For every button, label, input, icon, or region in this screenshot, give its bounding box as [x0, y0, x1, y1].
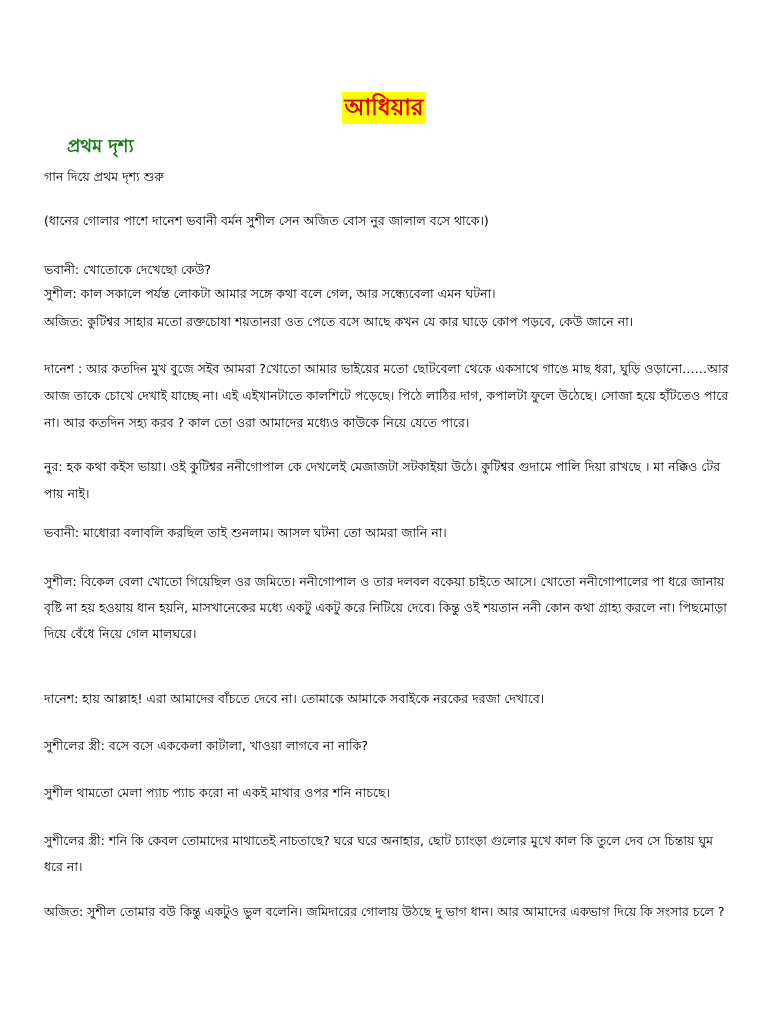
dialogue-line: সুশীল: কাল সকালে পর্যন্ত লোকটা আমার সঙ্গে কথা বলে গেল, আর সন্ধ্যেবেলা এমন ঘটনা। — [44, 286, 496, 301]
dialogue-line: সুশীল: বিকেল বেলা খোতো গিয়েছিল ওর জমিতে। ননীগোপাল ও তার দলবল বকেয়া চাইতে আসে। খোতো ননীগোপালের পা ধরে জানায় বৃষ্টি না হয় হওয়ায় ধান হয়নি, মাসখানেকের মধ্যে একটু একটু করে নিটিয়ে দেবে। কিন্তু ওই শয়তান ননী কোন কথা গ্রাহ্য করলে না। পিছমোড়া দিয়ে বেঁধে নিয়ে গেল মালঘরে। — [44, 574, 727, 641]
dialogue-line: অজিত: সুশীল তোমার বউ কিন্তু একটুও ভুল বলেনি। জমিদারের গোলায় উঠছে দু ভাগ ধান। আর আমাদের একভাগ দিয়ে কি সংসার চলে ? — [44, 904, 725, 919]
dialogue-line: নুর: হক কথা কইস ভায়া। ওই কুটিশ্বর ননীগোপাল কে দেখলেই মেজাজটা সটকাইয়া উঠে। কুটিশ্বর গুদামে পালি দিয়া রাখছে । মা নক্কিও টের পায় নাই। — [44, 459, 721, 501]
paragraph-stage-direction: (ধানের গোলার পাশে দানেশ ভবানী বর্মন সুশীল সেন অজিত বোস নুর জালাল বসে থাকে।) — [44, 213, 489, 228]
dialogue-line: সুশীলের স্ত্রী: বসে বসে এককেলা কাটালা, খাওয়া লাগবে না নাকি? — [44, 738, 369, 753]
scene-heading: প্রথম দৃশ্য — [67, 136, 134, 157]
dialogue-line: সুশীল থামতো মেলা প্যাচ প্যাচ করো না একই মাথার ওপর শনি নাচছে। — [44, 785, 391, 800]
play-title: আধিয়ার — [342, 92, 425, 124]
dialogue-line: ভবানী: মাধোরা বলাবলি করছিল তাই শুনলাম। আসল ঘটনা তো আমরা জানি না। — [44, 525, 447, 540]
title-container — [0, 92, 768, 124]
dialogue-line: ভবানী: খোতোকে দেখেছো কেউ? — [44, 262, 212, 277]
dialogue-line: দানেশ : আর কতদিন মুখ বুজে সইব আমরা ?খোতো আমার ভাইয়ের মতো ছোটবেলা থেকে একসাথে গাঙে মাছ ধরা, ঘুড়ি ওড়ানো……আর আজ তাকে চোখে দেখাই যাচ্ছে না। এই এইখানটাতে কালশিটে পড়েছে। পিঠে লাঠির দাগ, কপালটা ফুলে উঠেছে। সোজা হয়ে হাঁটতেও পারে না। আর কতদিন সহ্য করব ? কাল তো ওরা আমাদের মধ্যেও কাউকে নিয়ে যেতে পারে। — [44, 361, 729, 430]
dialogue-line: অজিত: কুটিশ্বর সাহার মতো রক্তচোষা শয়তানরা ওত পেতে বসে আছে কখন যে কার ঘাড়ে কোপ পড়বে, কেউ জানে না। — [44, 314, 634, 329]
paragraph-song-intro: গান দিয়ে প্রথম দৃশ্য শুরু — [44, 169, 165, 184]
dialogue-line: দানেশ: হায় আল্লাহ! এরা আমাদের বাঁচতে দেবে না। তোমাকে আমাকে সবাইকে নরকের দরজা দেখাবে। — [44, 691, 545, 706]
dialogue-line: সুশীলের স্ত্রী: শনি কি কেবল তোমাদের মাথাতেই নাচতাছে? ঘরে ঘরে অনাহার, ছোট চ্যাংড়া গুলোর মুখে কাল কি তুলে দেব সে চিন্তায় ঘুম ধরে না। — [44, 833, 714, 874]
